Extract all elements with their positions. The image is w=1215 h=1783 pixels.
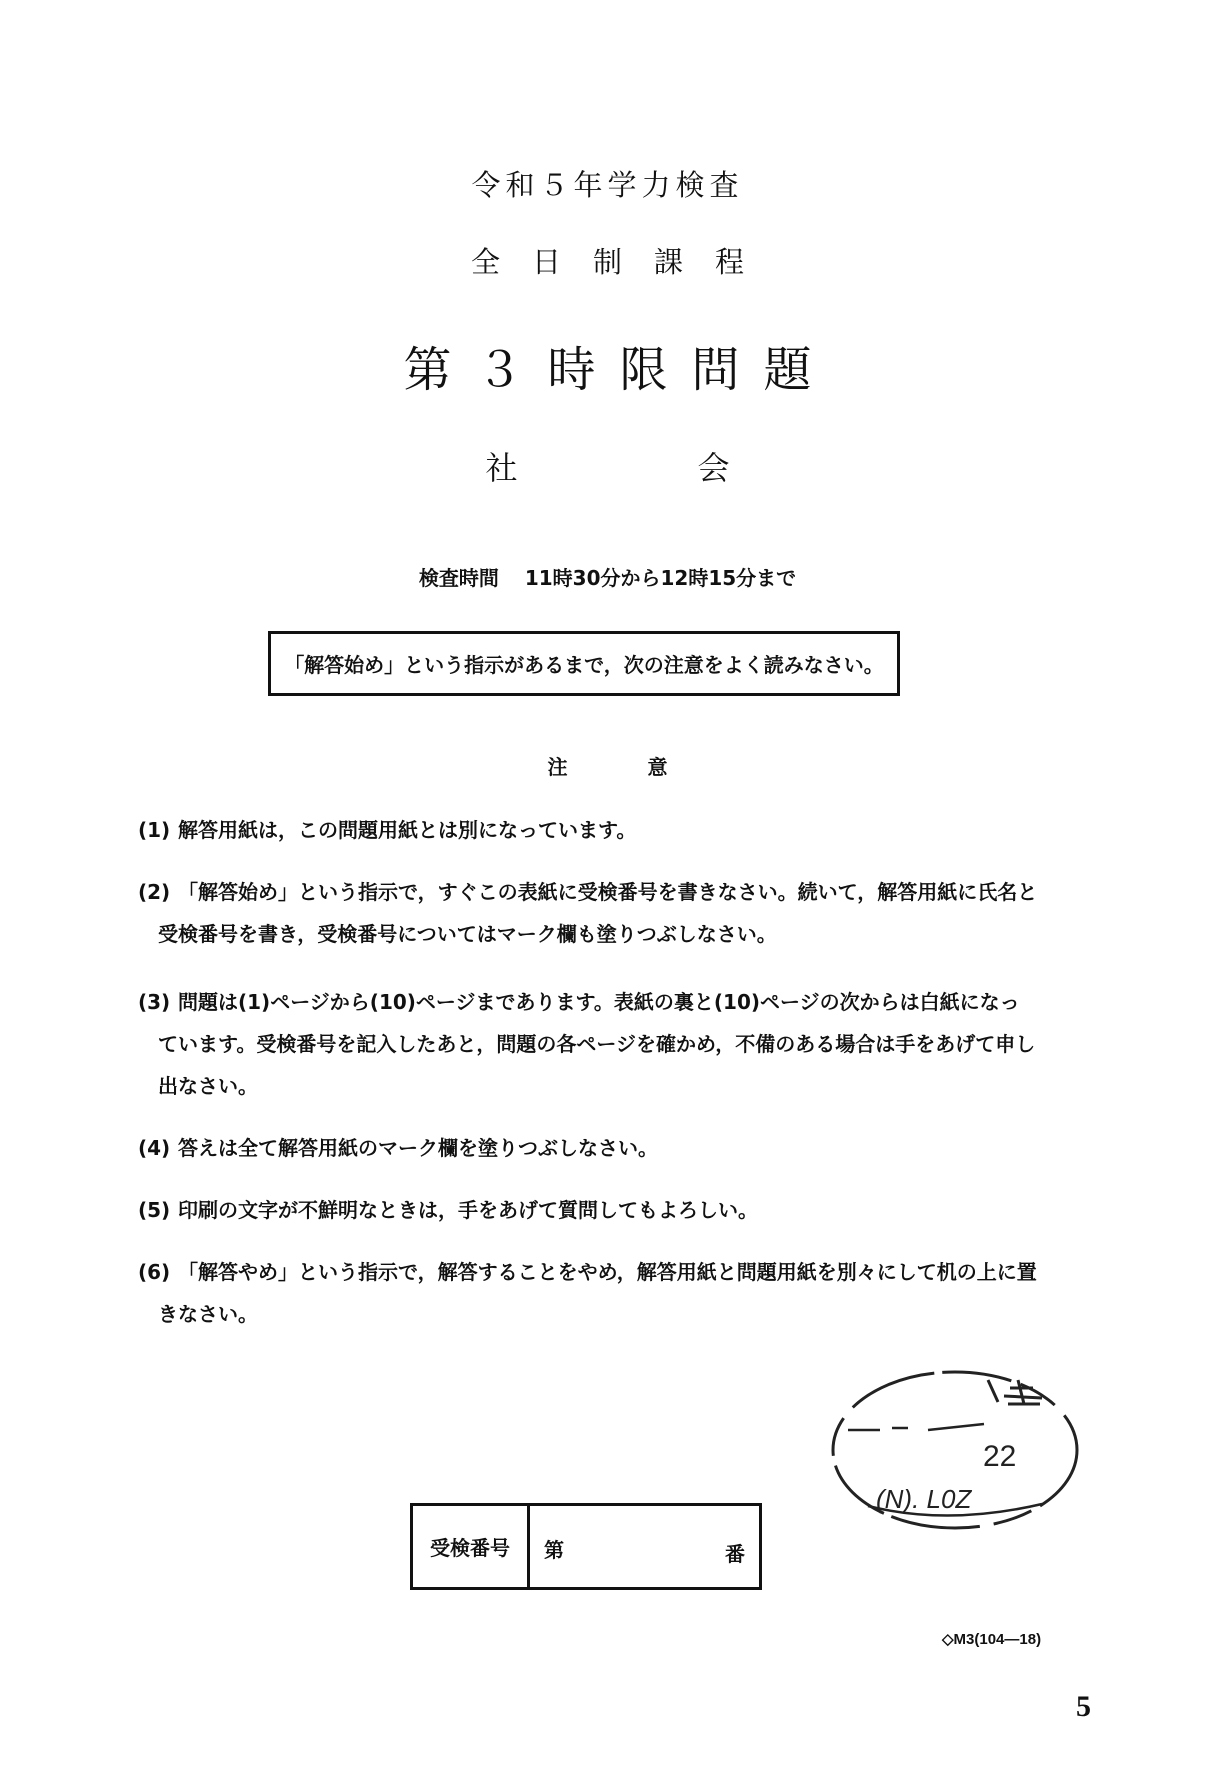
exam-time-range: 11時30分から12時15分まで xyxy=(524,566,797,590)
note-number: (4) xyxy=(138,1136,171,1160)
period-title: 第３時限問題 xyxy=(403,342,836,398)
note-number: (3) xyxy=(138,990,171,1014)
note-line: 解答用紙は，この問題用紙とは別になっています。 xyxy=(178,818,637,842)
note-line: 「解答やめ」という指示で，解答することをやめ，解答用紙と問題用紙を別々にして机の上に置 xyxy=(178,1260,1037,1284)
exam-time-label: 検査時間 xyxy=(418,566,499,590)
note-number: (1) xyxy=(138,818,171,842)
note-item-4 xyxy=(138,1127,1070,1169)
note-item-2 xyxy=(138,871,1070,955)
exam-number-label: 受検番号 xyxy=(413,1506,530,1587)
note-number: (2) xyxy=(138,880,171,904)
note-line: ています。受検番号を記入したあと，問題の各ページを確かめ，不備のある場合は手をあげて申し xyxy=(158,1032,1036,1056)
note-line: 出なさい。 xyxy=(158,1074,258,1098)
note-item-6 xyxy=(138,1251,1070,1335)
note-item-3 xyxy=(138,981,1070,1107)
notes-heading: 注意 xyxy=(547,755,748,779)
document-code: ◇M3(104—18) xyxy=(942,1631,1042,1648)
exam-time xyxy=(0,562,1215,591)
note-number: (6) xyxy=(138,1260,171,1284)
exam-number-prefix: 第 xyxy=(544,1538,564,1562)
instruction-text: 「解答始め」という指示があるまで，次の注意をよく読みなさい。 xyxy=(284,653,884,677)
instruction-box xyxy=(268,631,900,696)
exam-number-suffix: 番 xyxy=(725,1542,745,1566)
svg-text:22: 22 xyxy=(983,1440,1017,1473)
note-item-5 xyxy=(138,1189,1070,1231)
exam-number-box xyxy=(410,1503,762,1590)
note-line: 問題は(1)ページから(10)ページまであります。表紙の裏と(10)ページの次からは白紙になっ xyxy=(178,990,1020,1014)
note-number: (5) xyxy=(138,1198,171,1222)
note-line: 答えは全て解答用紙のマーク欄を塗りつぶしなさい。 xyxy=(178,1136,658,1160)
subject-title: 社会 xyxy=(485,449,910,487)
course-title: 全日制課程 xyxy=(470,245,776,279)
note-item-1 xyxy=(138,809,1070,851)
page-number: 5 xyxy=(1076,1690,1091,1723)
svg-text:(N). L0Z: (N). L0Z xyxy=(876,1484,972,1514)
exam-number-field[interactable] xyxy=(530,1506,759,1587)
note-line: 「解答始め」という指示で，すぐこの表紙に受検番号を書きなさい。続いて，解答用紙に氏名と xyxy=(178,880,1038,904)
exam-year-title: 令和５年学力検査 xyxy=(471,168,744,202)
note-line: 印刷の文字が不鮮明なときは，手をあげて質問してもよろしい。 xyxy=(178,1198,758,1222)
reception-stamp xyxy=(828,1358,1088,1536)
note-line: きなさい。 xyxy=(158,1302,258,1326)
note-line: 受検番号を書き，受検番号についてはマーク欄も塗りつぶしなさい。 xyxy=(158,922,777,946)
